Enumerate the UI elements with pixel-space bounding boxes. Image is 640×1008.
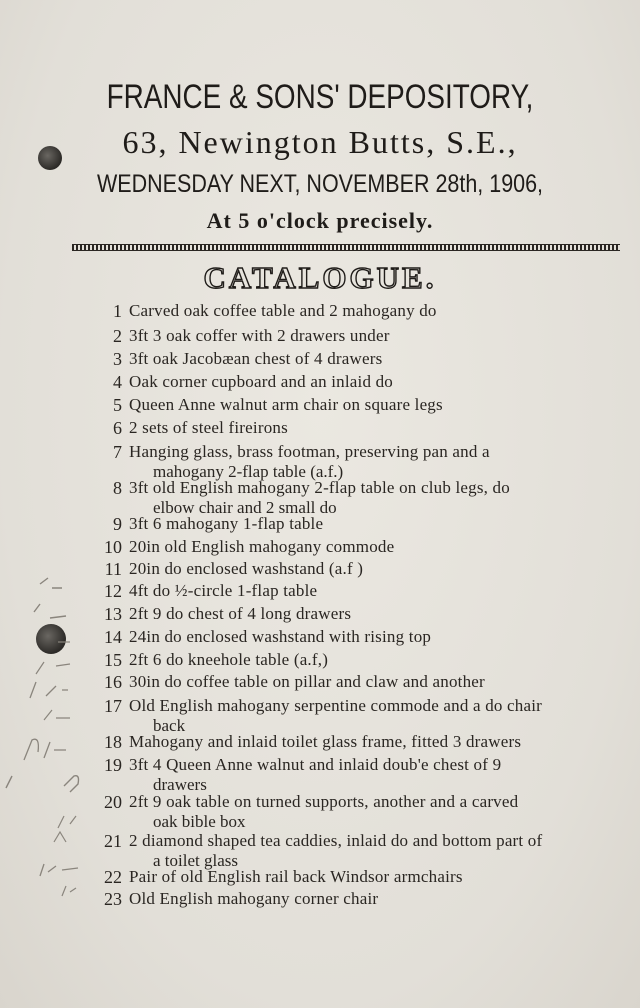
lot-number: 9 — [113, 514, 122, 534]
lot-number: 20 — [104, 792, 122, 812]
lot-description: 20in old English mahogany commode — [129, 537, 395, 556]
lot-description: Hanging glass, brass footman, preserving pan and a — [129, 442, 490, 461]
lot-description-continued: mahogany 2-flap table (a.f.) — [153, 462, 344, 481]
catalogue-heading: CATALOGUE. — [203, 260, 437, 295]
lot-number: 6 — [113, 418, 122, 438]
lot-description: 3ft 3 oak coffer with 2 drawers under — [129, 326, 390, 345]
lot-description: Queen Anne walnut arm chair on square legs — [129, 395, 443, 414]
lot-description: Pair of old English rail back Windsor armchairs — [129, 867, 463, 886]
lot-description: 4ft do ½-circle 1-flap table — [129, 581, 318, 600]
lot-description: 3ft old English mahogany 2-flap table on club legs, do — [129, 478, 510, 497]
lot-description: 2ft 9 do chest of 4 long drawers — [129, 604, 352, 623]
lot-number: 11 — [104, 559, 122, 579]
lot-number: 13 — [104, 604, 122, 624]
lot-number: 23 — [104, 889, 122, 909]
lot-number: 17 — [104, 696, 122, 716]
lot-number: 10 — [104, 537, 122, 557]
lot-number: 14 — [104, 627, 122, 647]
lot-description-continued: drawers — [153, 775, 207, 794]
lot-description: 3ft 6 mahogany 1-flap table — [129, 514, 324, 533]
lot-number: 2 — [113, 326, 122, 346]
lot-description: Mahogany and inlaid toilet glass frame, fitted 3 drawers — [129, 732, 522, 751]
lot-number: 12 — [104, 581, 122, 601]
lot-description-continued: a toilet glass — [153, 851, 238, 870]
ornamental-divider — [72, 244, 620, 251]
lot-description-continued: elbow chair and 2 small do — [153, 498, 337, 517]
lot-number: 22 — [104, 867, 122, 887]
lot-number: 21 — [104, 831, 122, 851]
lot-description: 24in do enclosed washstand with rising top — [129, 627, 432, 646]
lot-description-continued: back — [153, 716, 186, 735]
lot-description: 2 diamond shaped tea caddies, inlaid do and bottom part of — [129, 831, 543, 850]
lot-number: 15 — [104, 650, 122, 670]
lot-description: 2 sets of steel fireirons — [129, 418, 288, 437]
address-line: 63, Newington Butts, S.E., — [122, 124, 518, 160]
lot-number: 18 — [104, 732, 122, 752]
lot-number: 8 — [113, 478, 122, 498]
pencil-annotations — [0, 570, 120, 950]
lot-description: 2ft 9 oak table on turned supports, another and a carved — [129, 792, 519, 811]
lot-description: Old English mahogany serpentine commode and a do chair — [129, 696, 543, 715]
depository-title: FRANCE & SONS' DEPOSITORY, — [106, 78, 534, 116]
lot-number: 5 — [113, 395, 122, 415]
sale-time: At 5 o'clock precisely. — [206, 208, 434, 233]
lot-description: 2ft 6 do kneehole table (a.f,) — [129, 650, 329, 669]
lot-description: Oak corner cupboard and an inlaid do — [129, 372, 393, 391]
lot-description: Carved oak coffee table and 2 mahogany do — [129, 301, 437, 320]
lot-number: 4 — [113, 372, 122, 392]
lot-number: 3 — [113, 349, 122, 369]
lot-number: 7 — [113, 442, 122, 462]
lot-description-continued: oak bible box — [153, 812, 246, 831]
lot-description: 3ft oak Jacobæan chest of 4 drawers — [129, 349, 383, 368]
sale-date: WEDNESDAY NEXT, NOVEMBER 28th, 1906, — [96, 170, 544, 198]
lot-description: 20in do enclosed washstand (a.f ) — [129, 559, 364, 578]
lot-number: 1 — [113, 301, 122, 321]
lot-description: Old English mahogany corner chair — [129, 889, 379, 908]
lot-number: 16 — [104, 672, 122, 692]
lot-description: 3ft 4 Queen Anne walnut and inlaid doub'e chest of 9 — [129, 755, 502, 774]
lot-description: 30in do coffee table on pillar and claw and another — [129, 672, 485, 691]
lot-number: 19 — [104, 755, 122, 775]
